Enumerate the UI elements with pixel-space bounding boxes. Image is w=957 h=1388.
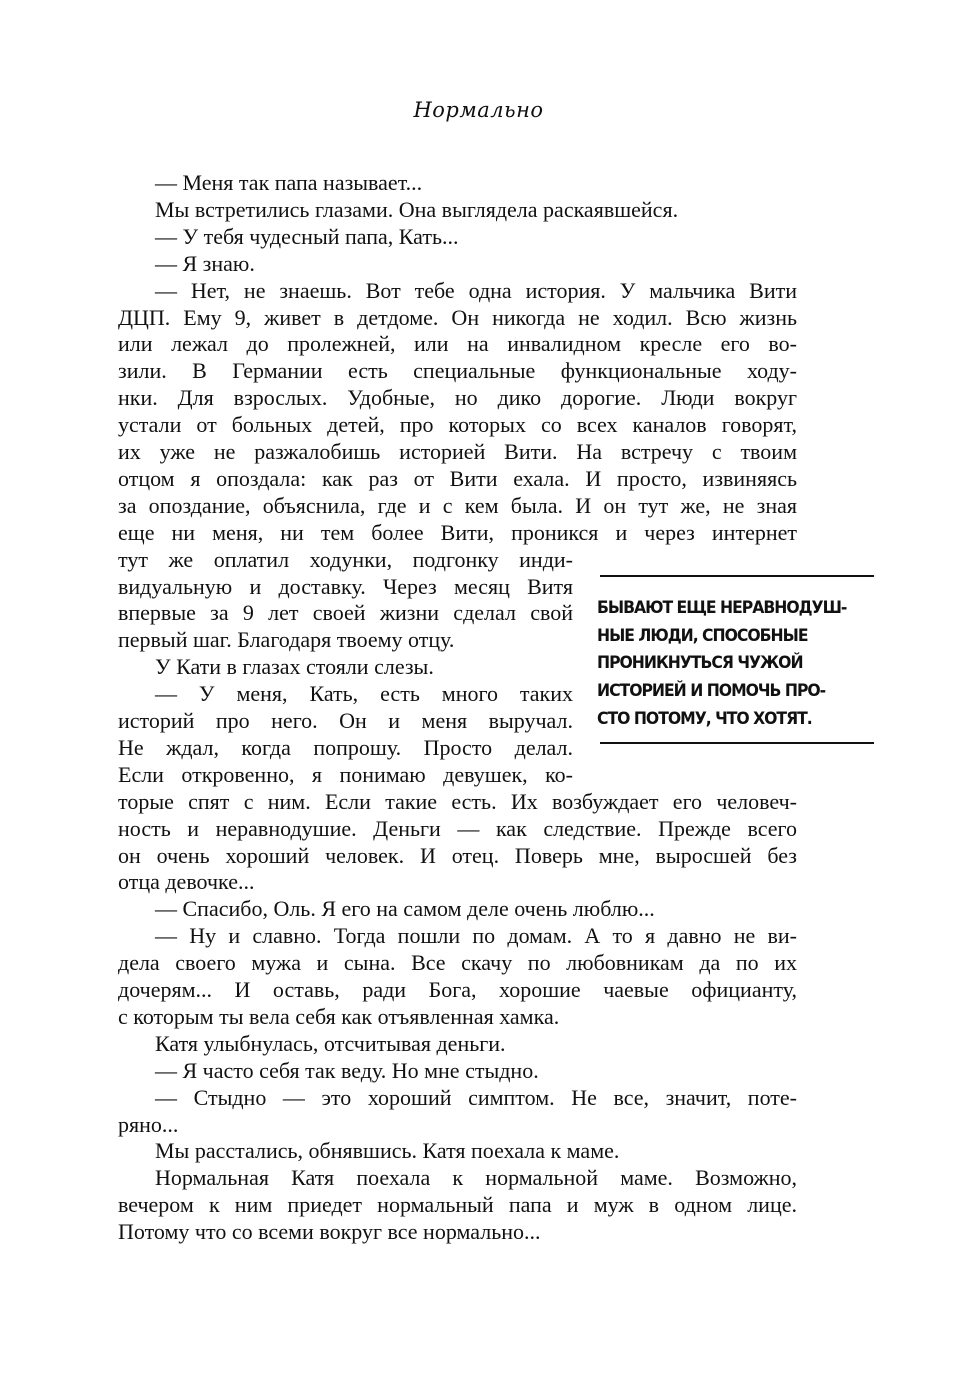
text-line: зили. В Германии есть специальные функциональные ходу- [118, 358, 797, 384]
text-line: Мы расстались, обнявшись. Катя поехала к маме. [155, 1138, 620, 1164]
text-line: устали от больных детей, про которых со всех каналов говорят, [118, 412, 797, 438]
text-line: ДЦП. Ему 9, живет в детдоме. Он никогда не ходил. Всю жизнь [118, 304, 797, 330]
text-line: — Я часто себя так веду. Но мне стыдно. [155, 1057, 539, 1083]
text-line: отцом я опоздала: как раз от Вити ехала. И просто, извиняясь [118, 465, 797, 491]
pull-quote-line: ИСТОРИЕЙ И ПОМОЧЬ ПРО- [597, 681, 826, 701]
pull-quote-line: ПРОНИКНУТЬСЯ ЧУЖОЙ [597, 653, 803, 673]
text-line: — У тебя чудесный папа, Кать... [155, 223, 459, 249]
text-line: Мы встретились глазами. Она выглядела раскаявшейся. [155, 196, 679, 222]
text-line: Катя улыбнулась, отсчитывая деньги. [155, 1030, 506, 1056]
text-line: нки. Для взрослых. Удобные, но дико дорогие. Люди вокруг [118, 385, 797, 411]
text-line: — Стыдно — это хороший симптом. Не все, значит, поте- [155, 1084, 797, 1110]
text-line: дела своего мужа и сына. Все скачу по любовникам да по их [118, 950, 797, 976]
running-header-title: Нормально [413, 98, 544, 122]
text-line: ность и неравнодушие. Деньги — как следствие. Прежде всего [118, 815, 797, 841]
text-line: их уже не разжалобишь историей Вити. На встречу с твоим [118, 439, 797, 464]
text-line: или лежал до пролежней, или на инвалидном кресле его во- [118, 331, 797, 357]
text-line: за опоздание, объяснила, где и с кем была. И он тут же, не зная [118, 492, 797, 518]
pull-quote-line: СТО ПОТОМУ, ЧТО ХОТЯТ. [597, 709, 812, 729]
text-line: тут же оплатил ходунки, подгонку инди- [118, 546, 573, 572]
text-line: впервые за 9 лет своей жизни сделал свой [118, 600, 573, 626]
text-line: отца девочке... [118, 869, 255, 895]
text-line: торые спят с ним. Если такие есть. Их возбуждает его человеч- [118, 788, 797, 814]
text-line: Не ждал, когда попрошу. Просто делал. [118, 734, 573, 760]
text-line: дочерям... И оставь, ради Бога, хорошие чаевые официанту, [118, 977, 797, 1002]
text-line: первый шаг. Благодаря твоему отцу. [118, 627, 455, 653]
text-line: У Кати в глазах стояли слезы. [155, 654, 434, 680]
text-line: с которым ты вела себя как отъявленная хамка. [118, 1003, 560, 1029]
text-line: Потому что со всеми вокруг все нормально... [118, 1219, 541, 1245]
pull-quote [597, 575, 874, 744]
pull-quote-line: НЫЕ ЛЮДИ, СПОСОБНЫЕ [597, 626, 808, 646]
text-line: видуальную и доставку. Через месяц Витя [118, 573, 573, 599]
text-line: — Я знаю. [155, 250, 255, 276]
text-line: он очень хороший человек. И отец. Поверь мне, выросшей без [118, 842, 797, 868]
text-line: — Меня так папа называет... [155, 170, 423, 195]
text-line: Если откровенно, я понимаю девушек, ко- [118, 761, 573, 787]
text-line: Нормальная Катя поехала к нормальной маме. Возможно, [155, 1165, 797, 1191]
text-line: — Нет, не знаешь. Вот тебе одна история. У мальчика Вити [155, 277, 797, 303]
pull-quote-line: БЫВАЮТ ЕЩЕ НЕРАВНОДУШ- [597, 598, 847, 618]
text-line: — Ну и славно. Тогда пошли по домам. А то я давно не ви- [155, 923, 797, 949]
text-line: — Спасибо, Оль. Я его на самом деле очень люблю... [155, 896, 655, 922]
text-line: — У меня, Кать, есть много таких [155, 681, 573, 707]
text-line: еще ни меня, ни тем более Вити, проникся и через интернет [118, 519, 797, 545]
text-line: историй про него. Он и меня выручал. [118, 708, 573, 733]
text-line: ряно... [118, 1111, 179, 1137]
text-line: вечером к ним приедет нормальный папа и муж в одном лице. [118, 1192, 797, 1218]
